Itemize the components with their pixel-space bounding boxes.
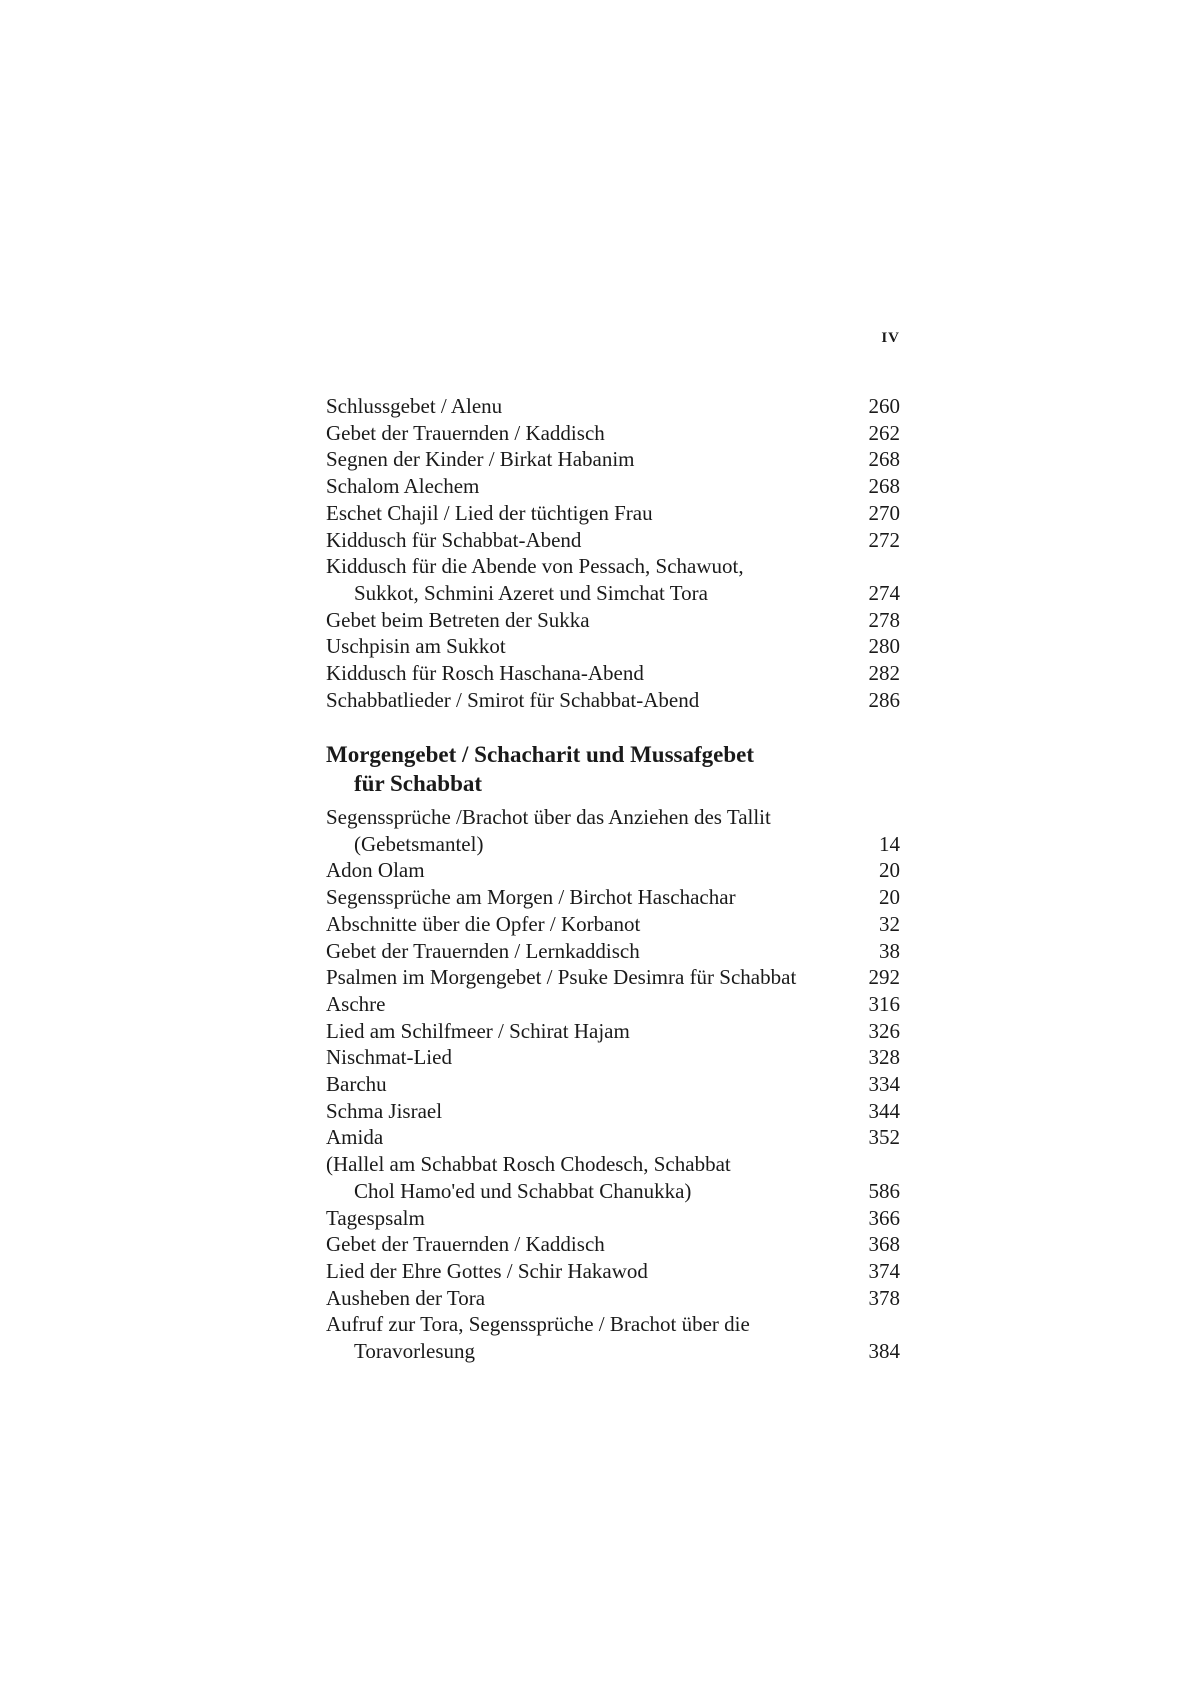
toc-entry-page: 334	[868, 1072, 900, 1097]
toc-entry-title: Schabbatlieder / Smirot für Schabbat-Abend	[326, 687, 700, 712]
toc-entry	[326, 1071, 900, 1098]
toc-entry-page: 366	[868, 1205, 900, 1230]
toc-entry-title: Segenssprüche am Morgen / Birchot Haschachar	[326, 885, 736, 910]
toc-entry	[326, 446, 900, 473]
toc-entry	[326, 884, 900, 911]
toc-entry	[326, 1018, 900, 1045]
toc-entry	[326, 1231, 900, 1258]
section-heading	[326, 740, 900, 798]
toc-entry	[326, 938, 900, 965]
toc-entry	[326, 1258, 900, 1285]
toc-entry-page: 586	[868, 1178, 900, 1203]
toc-entry	[326, 1205, 900, 1232]
toc-entry-page: 272	[868, 527, 900, 552]
toc-entry	[326, 1124, 900, 1151]
toc-entry-page: 274	[868, 580, 900, 605]
page-number: IV	[881, 330, 900, 346]
toc-entry	[326, 607, 900, 634]
toc-entry-title: Ausheben der Tora	[326, 1285, 486, 1310]
toc-entry-page: 378	[868, 1285, 900, 1310]
toc-entry-page: 268	[868, 474, 900, 499]
toc-entry-page: 292	[868, 965, 900, 990]
section-heading-line1: Morgengebet / Schacharit und Mussafgebet	[326, 742, 755, 767]
toc-entry-page: 278	[868, 607, 900, 632]
toc-entry-title: Toravorlesung	[354, 1339, 475, 1364]
toc-entry-title: Schalom Alechem	[326, 474, 480, 499]
toc-entry	[326, 911, 900, 938]
toc-entry-title: Gebet beim Betreten der Sukka	[326, 607, 590, 632]
toc-entry	[326, 1285, 900, 1312]
toc-entry-page: 384	[868, 1339, 900, 1364]
toc-entry-title: Gebet der Trauernden / Kaddisch	[326, 1232, 605, 1257]
toc-entry-page: 32	[879, 911, 900, 936]
toc-entry	[326, 991, 900, 1018]
toc-entry-page: 20	[879, 885, 900, 910]
toc-entry-title: Aufruf zur Tora, Segenssprüche / Brachot über die	[326, 1312, 750, 1337]
toc-entry-title: Amida	[326, 1125, 384, 1150]
toc-entry	[326, 500, 900, 527]
toc-entry-title: Segnen der Kinder / Birkat Habanim	[326, 447, 635, 472]
toc-entry	[326, 420, 900, 447]
toc-entry-title: Gebet der Trauernden / Kaddisch	[326, 420, 605, 445]
toc-entry	[326, 1044, 900, 1071]
toc-entry	[326, 1151, 900, 1204]
toc-entry-title: Lied der Ehre Gottes / Schir Hakawod	[326, 1258, 648, 1283]
toc-entry-page: 38	[879, 938, 900, 963]
toc-entry-page: 326	[868, 1018, 900, 1043]
toc-entry-page: 282	[868, 661, 900, 686]
toc-entry-title: Kiddusch für die Abende von Pessach, Schawuot,	[326, 554, 744, 579]
section-heading-line2: für Schabbat	[354, 771, 483, 796]
toc-entry-title: Segenssprüche /Brachot über das Anziehen des Tallit	[326, 805, 771, 829]
toc-entry-title: Abschnitte über die Opfer / Korbanot	[326, 911, 641, 936]
toc-section-evening	[326, 393, 900, 713]
toc-entry-title: Eschet Chajil / Lied der tüchtigen Frau	[326, 500, 653, 525]
toc-entry-page: 316	[868, 991, 900, 1016]
toc-entry-title: Tagespsalm	[326, 1205, 425, 1230]
toc-entry-page: 368	[868, 1232, 900, 1257]
toc-entry-title: Schma Jisrael	[326, 1098, 443, 1123]
toc-entry-title: Schlussgebet / Alenu	[326, 394, 503, 418]
toc-entry-page: 286	[868, 687, 900, 712]
toc-entry-page: 328	[868, 1045, 900, 1070]
toc-entry	[326, 857, 900, 884]
toc-entry-title: Uschpisin am Sukkot	[326, 634, 506, 659]
toc-section-morning	[326, 804, 900, 1365]
toc-entry	[326, 1098, 900, 1125]
toc-entry-title: Adon Olam	[326, 858, 425, 883]
toc-entry-title: Gebet der Trauernden / Lernkaddisch	[326, 938, 640, 963]
toc-entry	[326, 553, 900, 606]
toc-entry-page: 260	[868, 394, 900, 418]
toc-entry-page: 344	[868, 1098, 900, 1123]
toc-entry-page: 270	[868, 500, 900, 525]
toc-entry-title: Sukkot, Schmini Azeret und Simchat Tora	[354, 580, 708, 605]
toc-entry-title: Chol Hamo'ed und Schabbat Chanukka)	[354, 1178, 692, 1203]
toc-entry-title: Barchu	[326, 1072, 387, 1097]
toc-entry	[326, 393, 900, 420]
toc-entry-title: Kiddusch für Schabbat-Abend	[326, 527, 582, 552]
toc-entry	[326, 1311, 900, 1364]
toc-entry-page: 280	[868, 634, 900, 659]
toc-entry	[326, 687, 900, 714]
toc-entry-title: Kiddusch für Rosch Haschana-Abend	[326, 661, 644, 686]
toc-entry	[326, 527, 900, 554]
toc-entry-title: Lied am Schilfmeer / Schirat Hajam	[326, 1018, 630, 1043]
toc-entry-page: 20	[879, 858, 900, 883]
toc-entry	[326, 633, 900, 660]
toc-entry-page: 374	[868, 1258, 900, 1283]
toc-entry-page: 14	[879, 831, 900, 856]
toc-entry-title: Aschre	[326, 991, 386, 1016]
toc-entry-page: 262	[868, 420, 900, 445]
toc-entry	[326, 804, 900, 857]
toc-entry-page: 352	[868, 1125, 900, 1150]
toc-entry-page: 268	[868, 447, 900, 472]
toc-entry	[326, 660, 900, 687]
toc-entry-title: Nischmat-Lied	[326, 1045, 452, 1070]
toc-entry-title: (Hallel am Schabbat Rosch Chodesch, Schabbat	[326, 1152, 731, 1177]
toc-entry	[326, 473, 900, 500]
toc-entry-title: (Gebetsmantel)	[354, 831, 484, 856]
toc-entry	[326, 964, 900, 991]
toc-entry-title: Psalmen im Morgengebet / Psuke Desimra für Schabbat	[326, 965, 797, 990]
